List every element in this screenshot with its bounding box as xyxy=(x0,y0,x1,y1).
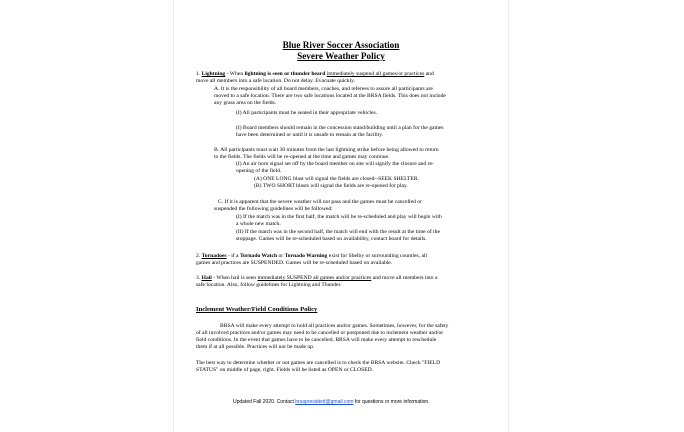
item-a-sub2-line2: have been determined or until it is unsafe to remain at the facility. xyxy=(236,132,384,138)
inclement-p2: of all involved practices and/or games may need to be cancelled or postponed due to inclement weather and/or xyxy=(196,330,444,336)
inclement-p6: STATUS" on middle of page, right. Fields will be listed as OPEN or CLOSED. xyxy=(196,367,374,373)
section-number: 1. xyxy=(196,71,202,77)
document-page xyxy=(174,0,508,432)
item-a-line2: moved to a safe location. There are two safe locations located at the BRSA fields. This does not include xyxy=(214,93,446,99)
item-c-sub1-line2: a whole new match. xyxy=(236,221,281,227)
bold-text: Tornado Warning xyxy=(284,253,328,259)
item-c-sub2-line2: stoppage. Games will be re-scheduled based on availability, contact board for details. xyxy=(236,236,427,242)
underlined-text: immediately SUSPEND all games and/or practices xyxy=(257,275,372,281)
item-b-line2: to the fields. The fields will be re-opened at the time and games may continue. xyxy=(214,154,390,160)
footer-text: Updated Fall 2020. Contact xyxy=(233,399,296,405)
item-a-line1: A. It is the responsibility of all board members, coaches, and referees to assure all participants are xyxy=(214,86,433,92)
item-b-sub1-a: (A) ONE LONG blast will signal the fields are closed--SEEK SHELTER. xyxy=(254,176,419,182)
section-lightning-line1 xyxy=(196,71,434,78)
inclement-p1: BRSA will make every attempt to hold all practices and/or games. Sometimes, however, for the safety xyxy=(220,323,449,329)
item-c-line2: suspended the following guidelines will be followed: xyxy=(214,206,333,212)
section-tornadoes-line2: games and practices are SUSPENDED. Games will be re-scheduled based on available. xyxy=(196,260,393,266)
item-c-sub1-line1: (I) If the match was in the first half, the match will be re-scheduled and play will begin with xyxy=(236,214,442,220)
text-run: - if a xyxy=(226,253,240,259)
bold-text: Tornado Watch xyxy=(239,253,278,259)
section-hail-line1 xyxy=(196,275,438,282)
inclement-p5: The best way to determine whether or not games are cancelled is to check the BRSA website. Check "FIELD xyxy=(196,360,441,366)
text-run: or xyxy=(277,253,285,259)
section-number: 2. xyxy=(196,253,202,259)
section-heading-hail: Hail xyxy=(201,275,212,281)
section-lightning-line2: move all members into a safe location. Do not delay. Evacuate quickly. xyxy=(196,78,355,84)
item-a-sub1: (I) All participants must be seated in their appropriate vehicles. xyxy=(236,110,378,116)
section-number: 3. xyxy=(196,275,202,281)
section-hail-line2: safe location. Also, follow guidelines for Lightning and Thunder. xyxy=(196,282,342,288)
text-run: - When hail is seen xyxy=(211,275,258,281)
footer-text: for questions or more information. xyxy=(353,399,430,405)
bold-text: lightning is seen or thunder heard xyxy=(244,71,326,77)
inclement-p4: them if at all possible. Practices will not be made up. xyxy=(196,344,315,350)
contact-email-link[interactable]: brsapresident@gmail.com xyxy=(295,399,354,405)
text-run: and xyxy=(424,71,434,77)
item-b-sub1-line2: opening of the field. xyxy=(236,168,282,174)
text-run: - When xyxy=(225,71,245,77)
inclement-p3: field conditions. In the event that games have to be cancelled, BRSA will make every attempt to reschedule xyxy=(196,337,437,343)
item-b-line1: B. All participants must wait 30 minutes from the last lightning strike before being allowed to return xyxy=(214,147,439,153)
section-heading-tornadoes: Tornadoes xyxy=(201,253,227,259)
item-b-sub1-line1: (I) An air horn signal set off by the board member on site will signify the closure and re- xyxy=(236,161,434,167)
section-heading-lightning: Lightning xyxy=(201,71,226,77)
item-b-sub1-b: (B) TWO SHORT blasts will signal the fields are re-opened for play. xyxy=(254,183,408,189)
text-run: and move all members into a xyxy=(371,275,438,281)
document-title: Blue River Soccer Association xyxy=(282,40,400,50)
footer-note xyxy=(233,399,430,405)
section-tornadoes-line1 xyxy=(196,253,427,260)
item-c-line1: C. If it is apparent that the severe weather will not pass and the games must be cancelled or xyxy=(218,199,422,205)
document-subtitle: Severe Weather Policy xyxy=(297,51,385,61)
item-c-sub2-line1: (II) If the match was in the second half, the match will end with the result at the time of the xyxy=(236,229,440,235)
underlined-text: immediately suspend all games/or practices xyxy=(326,71,425,77)
item-a-sub2-line1: (I) Board members should remain in the concession stand/building until a plan for the games xyxy=(236,125,444,131)
text-run: exist for Shelby or surrounding counties, all xyxy=(327,253,428,259)
inclement-heading: Inclement Weather/Field Conditions Policy xyxy=(196,306,318,313)
item-a-line3: any grass area on the fields. xyxy=(214,100,277,106)
